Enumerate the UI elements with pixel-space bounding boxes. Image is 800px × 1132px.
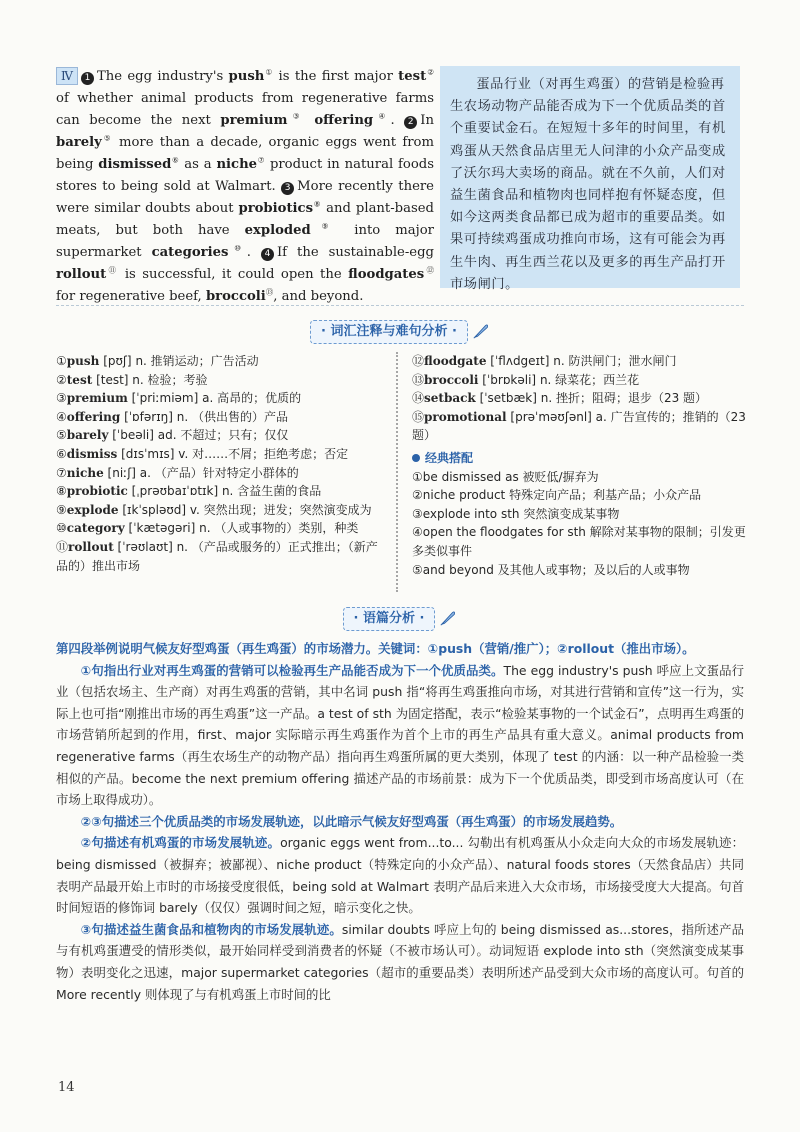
- vocab-entry: [56, 482, 386, 501]
- vocab-definition: ad. 不超过；只有；仅仅: [157, 428, 289, 443]
- sentence-number: 3: [281, 182, 294, 195]
- analysis-head: ①句指出行业对再生鸡蛋的营销可以检验再生产品能否成为下一个优质品类。: [80, 662, 504, 678]
- vocab-number: ⑮: [412, 409, 425, 424]
- vocab-right-column: [412, 352, 746, 579]
- ref: ②: [426, 67, 434, 77]
- vocab-definition: n. 防洪闸门；泄水闸门: [553, 354, 677, 368]
- vocab-entry: [56, 501, 386, 520]
- vocab-entry: [56, 352, 386, 371]
- vocab-word: explode: [66, 502, 119, 517]
- vocab-word: offering: [66, 409, 121, 424]
- vocab-number: ⑥: [56, 446, 67, 461]
- english-passage: [56, 66, 434, 308]
- vocab-word: barely: [56, 135, 102, 150]
- vocab-phonetic: [pʊʃ]: [99, 354, 136, 368]
- vocab-definition: n. 检验；考验: [132, 372, 208, 387]
- vocab-entry: [56, 408, 386, 427]
- ref: ⑫: [424, 265, 435, 275]
- vocab-word: probiotics: [238, 201, 314, 216]
- vocab-word: categories: [151, 245, 229, 260]
- vocab-phonetic: [prəˈməʊʃənl]: [506, 409, 596, 424]
- text: is the first major: [273, 69, 399, 84]
- vocab-phonetic: [ɪkˈspləʊd]: [118, 502, 190, 517]
- collocation-list: [412, 468, 746, 580]
- vocab-number: ⑨: [56, 502, 67, 517]
- vocab-number: ②: [56, 372, 67, 387]
- vocab-word: premium: [220, 113, 288, 128]
- vocab-word: test: [398, 69, 427, 84]
- vocab-word: niche: [216, 157, 258, 172]
- vocab-entry: [412, 371, 746, 390]
- vocab-right-list: [412, 352, 746, 445]
- analysis-body: similar doubts 呼应上句的 being dismissed as...stores，指所述产品与有机鸡蛋遭受的情形类似，最开始同样受到消费者的怀疑（不被市场认可）。动词短语 explode into sth（突然演变成某事物）表明变化之迅速，major supermarket categories（超市的重要品类）表明所述产品受到大众市场的高度认可。句首的 More recently 则体现了与有机鸡蛋上市时间的比: [56, 921, 744, 1002]
- vocab-definition: n. （产品或服务的）正式推出；（新产品的）推出市场: [56, 539, 378, 573]
- text: In: [420, 113, 434, 128]
- ref: ⑩: [228, 243, 247, 253]
- page-number: 14: [58, 1080, 75, 1095]
- vocab-word: probiotic: [66, 484, 128, 499]
- vocab-word: promotional: [424, 409, 507, 424]
- top-section: [56, 66, 746, 304]
- divider: [56, 305, 744, 306]
- text: for regenerative beef,: [56, 289, 206, 304]
- ref: ⑦: [257, 155, 266, 165]
- vocab-number: ⑪: [56, 539, 69, 554]
- feather-pen-icon: [472, 322, 490, 340]
- vocab-phonetic: [ˈsetbæk]: [475, 391, 541, 406]
- vocab-entry: [56, 445, 386, 464]
- vocab-entry: [56, 389, 386, 408]
- ref: ⑤: [101, 133, 113, 143]
- vocab-word: test: [66, 372, 93, 387]
- vocab-word: dismiss: [66, 446, 118, 461]
- vocab-word: setback: [424, 391, 476, 406]
- vocab-number: ⑫: [412, 354, 425, 368]
- text: and plant-based meats, but both have: [56, 201, 434, 238]
- vocab-phonetic: [ˌprəʊbaɪˈɒtɪk]: [127, 484, 222, 499]
- vocab-word: broccoli: [424, 372, 479, 387]
- ref: ⑬: [265, 287, 274, 297]
- collocation-item: ④open the floodgates for sth 解除对某事物的限制；引发更多类似事件: [412, 525, 746, 558]
- text: , and beyond.: [273, 289, 364, 304]
- vocab-entry: [56, 371, 386, 390]
- vocab-number: ⑧: [56, 484, 67, 499]
- text: .: [246, 245, 251, 260]
- vocab-phonetic: [test]: [92, 372, 133, 387]
- vocab-phonetic: [dɪsˈmɪs]: [117, 446, 179, 461]
- collocation-item: ⑤and beyond 及其他人或事物；及以后的人或事物: [412, 562, 690, 577]
- sentence-number: 1: [81, 72, 94, 85]
- column-separator: [396, 352, 398, 592]
- vocab-definition: n. （人或事物的）类别，种类: [199, 521, 359, 536]
- text: as a: [179, 157, 217, 172]
- vocab-word: rollout: [68, 539, 114, 554]
- vocab-number: ⑤: [56, 428, 67, 443]
- vocab-phonetic: [ˈbeəli]: [108, 428, 158, 443]
- vocab-word: push: [228, 69, 265, 84]
- text: product in natural foods stores to being sold at Walmart.: [56, 157, 434, 194]
- analysis-para-2: ②③句描述三个优质品类的市场发展轨迹，以此暗示气候友好型鸡蛋（再生鸡蛋）的市场发展趋势。: [80, 813, 623, 829]
- vocab-entry: [56, 538, 386, 575]
- vocab-phonetic: [niːʃ]: [103, 465, 140, 480]
- analysis-header-label: · 语篇分析 ·: [343, 607, 436, 631]
- vocab-definition: n. （供出售的）产品: [176, 409, 289, 424]
- analysis-para-3: [56, 832, 744, 918]
- vocab-definition: a. 高昂的；优质的: [202, 391, 302, 406]
- sentence-number: 2: [404, 116, 417, 129]
- vocab-number: ③: [56, 391, 67, 406]
- text: into major supermarket: [56, 223, 434, 260]
- vocab-phonetic: [ˈflʌdgeɪt]: [486, 354, 554, 368]
- text: More recently there were similar doubts about: [56, 179, 434, 216]
- vocab-left-column: [56, 352, 386, 575]
- vocab-word: exploded: [244, 223, 311, 238]
- vocab-number: ④: [56, 409, 67, 424]
- vocab-number: ⑦: [56, 465, 67, 480]
- vocab-word: dismissed: [98, 157, 172, 172]
- bullet-dot-icon: [412, 454, 420, 462]
- vocab-entry: [56, 464, 386, 483]
- text: .: [390, 113, 395, 128]
- sentence-number: 4: [261, 248, 274, 261]
- collocation-item: ③explode into sth 突然演变成某事物: [412, 506, 620, 521]
- text: If the sustainable-egg: [276, 245, 434, 260]
- vocab-entry: [56, 519, 386, 538]
- vocab-number: ⑬: [412, 372, 425, 387]
- vocab-header-label: · 词汇注释与难句分析 ·: [310, 320, 468, 344]
- vocab-word: push: [66, 354, 100, 368]
- vocab-definition: a. 广告宣传的；推销的（23 题）: [412, 409, 746, 443]
- analysis-head: ③句描述益生菌食品和植物肉的市场发展轨迹。: [80, 921, 342, 937]
- vocab-word: category: [66, 521, 125, 536]
- vocab-entry: [56, 426, 386, 445]
- vocab-word: broccoli: [205, 289, 266, 304]
- ref: ⑧: [313, 199, 322, 209]
- ref: ④: [373, 111, 391, 121]
- vocab-word: premium: [66, 391, 128, 406]
- analysis-section: [56, 638, 744, 1005]
- vocab-number: ⑭: [412, 391, 425, 406]
- vocab-word: rollout: [56, 267, 107, 282]
- vocab-number: ①: [56, 354, 67, 368]
- text: of whether animal products from regenerative farms can become the next: [56, 91, 434, 128]
- vocab-definition: n. 含益生菌的食品: [221, 484, 322, 499]
- analysis-intro: 第四段举例说明气候友好型鸡蛋（再生鸡蛋）的市场潜力。关键词：①push（营销/推广）；②rollout（推出市场）。: [56, 641, 695, 656]
- vocab-entry: [412, 408, 746, 445]
- text: The egg industry's: [97, 69, 229, 84]
- vocab-word: offering: [314, 113, 374, 128]
- analysis-para-1: [56, 660, 744, 811]
- ref: ⑥: [171, 155, 180, 165]
- vocab-phonetic: [ˈbrɒkəli]: [478, 372, 540, 387]
- feather-pen-icon: [439, 609, 457, 627]
- vocab-phonetic: [ˈɒfərɪŋ]: [120, 409, 177, 424]
- collocation-title: [412, 449, 746, 468]
- collocation-item: ②niche product 特殊定向产品；利基产品；小众产品: [412, 488, 702, 503]
- vocab-definition: a. （产品）针对特定小群体的: [139, 465, 299, 480]
- analysis-body: organic eggs went from...to... 勾勒出有机鸡蛋从小众走向大众的市场发展轨迹：being dismissed（被摒弃；被鄙视）、niche product（特殊定向的小众产品）、natural foods stores（天然食品店）共同表明产品最开始上市时的市场接受度很低，being sold at Walmart 表明产品后来进入大众市场，市场接受度大大提高。句首时间短语的修饰词 barely（仅仅）强调时间之短，暗示变化之快。: [56, 835, 744, 916]
- analysis-head: ②句描述有机鸡蛋的市场发展轨迹。: [80, 835, 281, 851]
- vocab-entry: [412, 352, 746, 371]
- vocab-number: ⑩: [56, 521, 67, 536]
- ref: ③: [287, 111, 305, 121]
- vocab-phonetic: [ˈpriːmiəm]: [127, 391, 203, 406]
- text: more than a decade, organic eggs went from being: [56, 135, 434, 172]
- text: is successful, it could open the: [118, 267, 349, 282]
- vocab-section-header: [0, 320, 800, 344]
- analysis-para-4: [56, 919, 744, 1005]
- vocab-definition: n. 挫折；阻碍；退步（23 题）: [540, 391, 708, 406]
- analysis-body: The egg industry's push 呼应上文蛋品行业（包括农场主、生产商）对再生鸡蛋的营销，其中名词 push 指“将再生鸡蛋推向市场，对其进行营销和宣传”这一行为，实际上也可指“刚推出市场的再生鸡蛋”这一产品。a test of sth 为固定搭配，表示“检验某事物的一个试金石”，点明再生鸡蛋的市场营销所起到的作用，first、major 实际暗示再生鸡蛋作为首个上市的再生产品具有重大意义。animal products from regenerative farms（再生农场生产的动物产品）指向再生鸡蛋所属的更大类别，体现了 test 的内涵：以一种产品检验一类相似的产品。become the next premium offering 描述产品的市场前景：成为下一个优质品类，即受到市场高度认可（在市场上取得成功）。: [56, 662, 745, 808]
- ref: ⑨: [310, 221, 340, 231]
- collocation-title-text: 经典搭配: [425, 450, 474, 465]
- vocab-definition: v. 突然出现；迸发；突然演变成为: [189, 502, 372, 517]
- vocab-word: floodgates: [348, 267, 425, 282]
- vocab-definition: n. 绿菜花；西兰花: [539, 372, 640, 387]
- vocab-phonetic: [ˈkætəgəri]: [124, 521, 200, 536]
- vocab-definition: v. 对……不屑；拒绝考虑；否定: [178, 446, 349, 461]
- vocab-entry: [412, 389, 746, 408]
- vocab-word: niche: [66, 465, 104, 480]
- collocation-item: ①be dismissed as 被贬低/摒弃为: [412, 469, 599, 484]
- vocab-word: floodgate: [424, 354, 487, 368]
- paragraph-label: Ⅳ: [56, 67, 78, 85]
- translation-box: 蛋品行业（对再生鸡蛋）的营销是检验再生农场动物产品能否成为下一个优质品类的首个重要试金石。在短短十多年的时间里，有机鸡蛋从天然食品店里无人问津的小众产品变成了沃尔玛大卖场的商品。就在不久前，人们对益生菌食品和植物肉也同样抱有怀疑态度，但如今这两类食品都已成为超市的重要品类。如果可持续鸡蛋成功推向市场，这有可能会为再生牛肉、再生西兰花以及更多的再生产品打开市场闸门。: [440, 66, 740, 288]
- vocab-word: barely: [66, 428, 109, 443]
- ref: ①: [264, 67, 274, 77]
- analysis-section-header: [0, 607, 800, 631]
- vocab-phonetic: [ˈrəʊlaʊt]: [113, 539, 177, 554]
- ref: ⑪: [106, 265, 119, 275]
- vocab-definition: n. 推销运动；广告活动: [135, 354, 259, 368]
